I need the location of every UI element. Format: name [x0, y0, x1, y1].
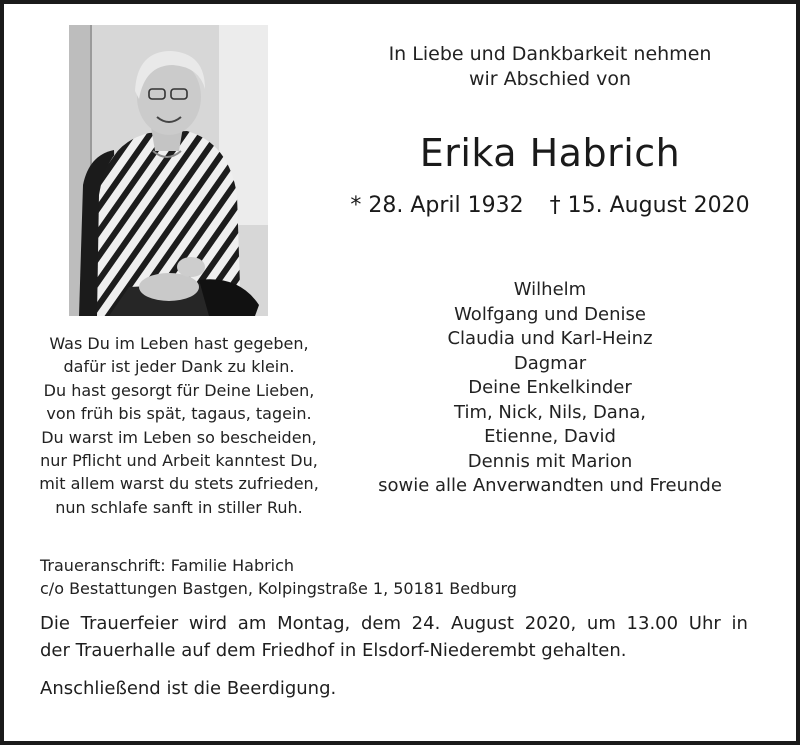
ceremony-word: Trauerfeier: [80, 613, 179, 634]
ceremony-word: August: [451, 613, 514, 634]
family-line: Dennis mit Marion: [467, 450, 633, 472]
address-line: c/o Bestattungen Bastgen, Kolpingstraße 1, 50181 Bedburg: [40, 579, 517, 598]
address-line: Traueranschrift: Familie Habrich: [40, 556, 295, 575]
ceremony-line-2: der Trauerhalle auf dem Friedhof in Elsdorf-Niederembt gehalten.: [40, 640, 627, 661]
poem-line: Was Du im Leben hast gegeben,: [49, 334, 309, 353]
ceremony-word: um: [586, 613, 616, 634]
ceremony-word: wird: [188, 613, 228, 634]
intro-text: [350, 42, 750, 92]
ceremony-word: Die: [40, 613, 70, 634]
poem-line: Du hast gesorgt für Deine Lieben,: [43, 380, 315, 400]
family-line: Tim, Nick, Nils, Dana,: [454, 401, 646, 423]
burial-note: Anschließend ist die Beerdigung.: [40, 678, 337, 699]
ceremony-word: 2020,: [524, 613, 577, 634]
family-line: Dagmar: [513, 352, 587, 374]
ceremony-word: 24.: [411, 613, 441, 634]
family-line: Claudia und Karl-Heinz: [447, 328, 653, 349]
poem-line: nur Pflicht und Arbeit kanntest Du,: [40, 451, 318, 471]
family-line: Etienne, David: [484, 426, 616, 447]
ceremony-word: Montag,: [277, 613, 351, 634]
family-list: [340, 278, 760, 499]
intro-line: wir Abschied von: [468, 68, 632, 90]
memorial-poem: [20, 332, 338, 519]
funeral-ceremony-info: [40, 610, 748, 664]
ceremony-word: Uhr: [688, 613, 721, 634]
family-line: Wolfgang und Denise: [454, 303, 646, 325]
poem-line: Du warst im Leben so bescheiden,: [41, 427, 317, 447]
intro-line: In Liebe und Dankbarkeit nehmen: [388, 43, 712, 65]
portrait-photo: [69, 25, 268, 316]
family-line: sowie alle Anverwandten und Freunde: [378, 475, 722, 496]
poem-line: nun schlafe sanft in stiller Ruh.: [55, 497, 303, 517]
ceremony-word: am: [237, 613, 267, 634]
birth-date: * 28. April 1932: [350, 193, 524, 218]
family-line: Wilhelm: [513, 279, 587, 300]
ceremony-word: dem: [360, 613, 401, 634]
ceremony-line-1: [40, 610, 748, 637]
mourning-address: [40, 554, 600, 600]
poem-line: dafür ist jeder Dank zu klein.: [63, 357, 295, 377]
deceased-name: Erika Habrich: [419, 131, 681, 175]
ceremony-word: 13.00: [626, 613, 679, 634]
poem-line: von früh bis spät, tagaus, tagein.: [46, 404, 312, 424]
life-dates: [350, 191, 750, 221]
family-line: Deine Enkelkinder: [468, 377, 632, 398]
death-date: † 15. August 2020: [549, 193, 750, 218]
ceremony-word: in: [731, 613, 748, 634]
poem-line: mit allem warst du stets zufrieden,: [39, 474, 319, 494]
